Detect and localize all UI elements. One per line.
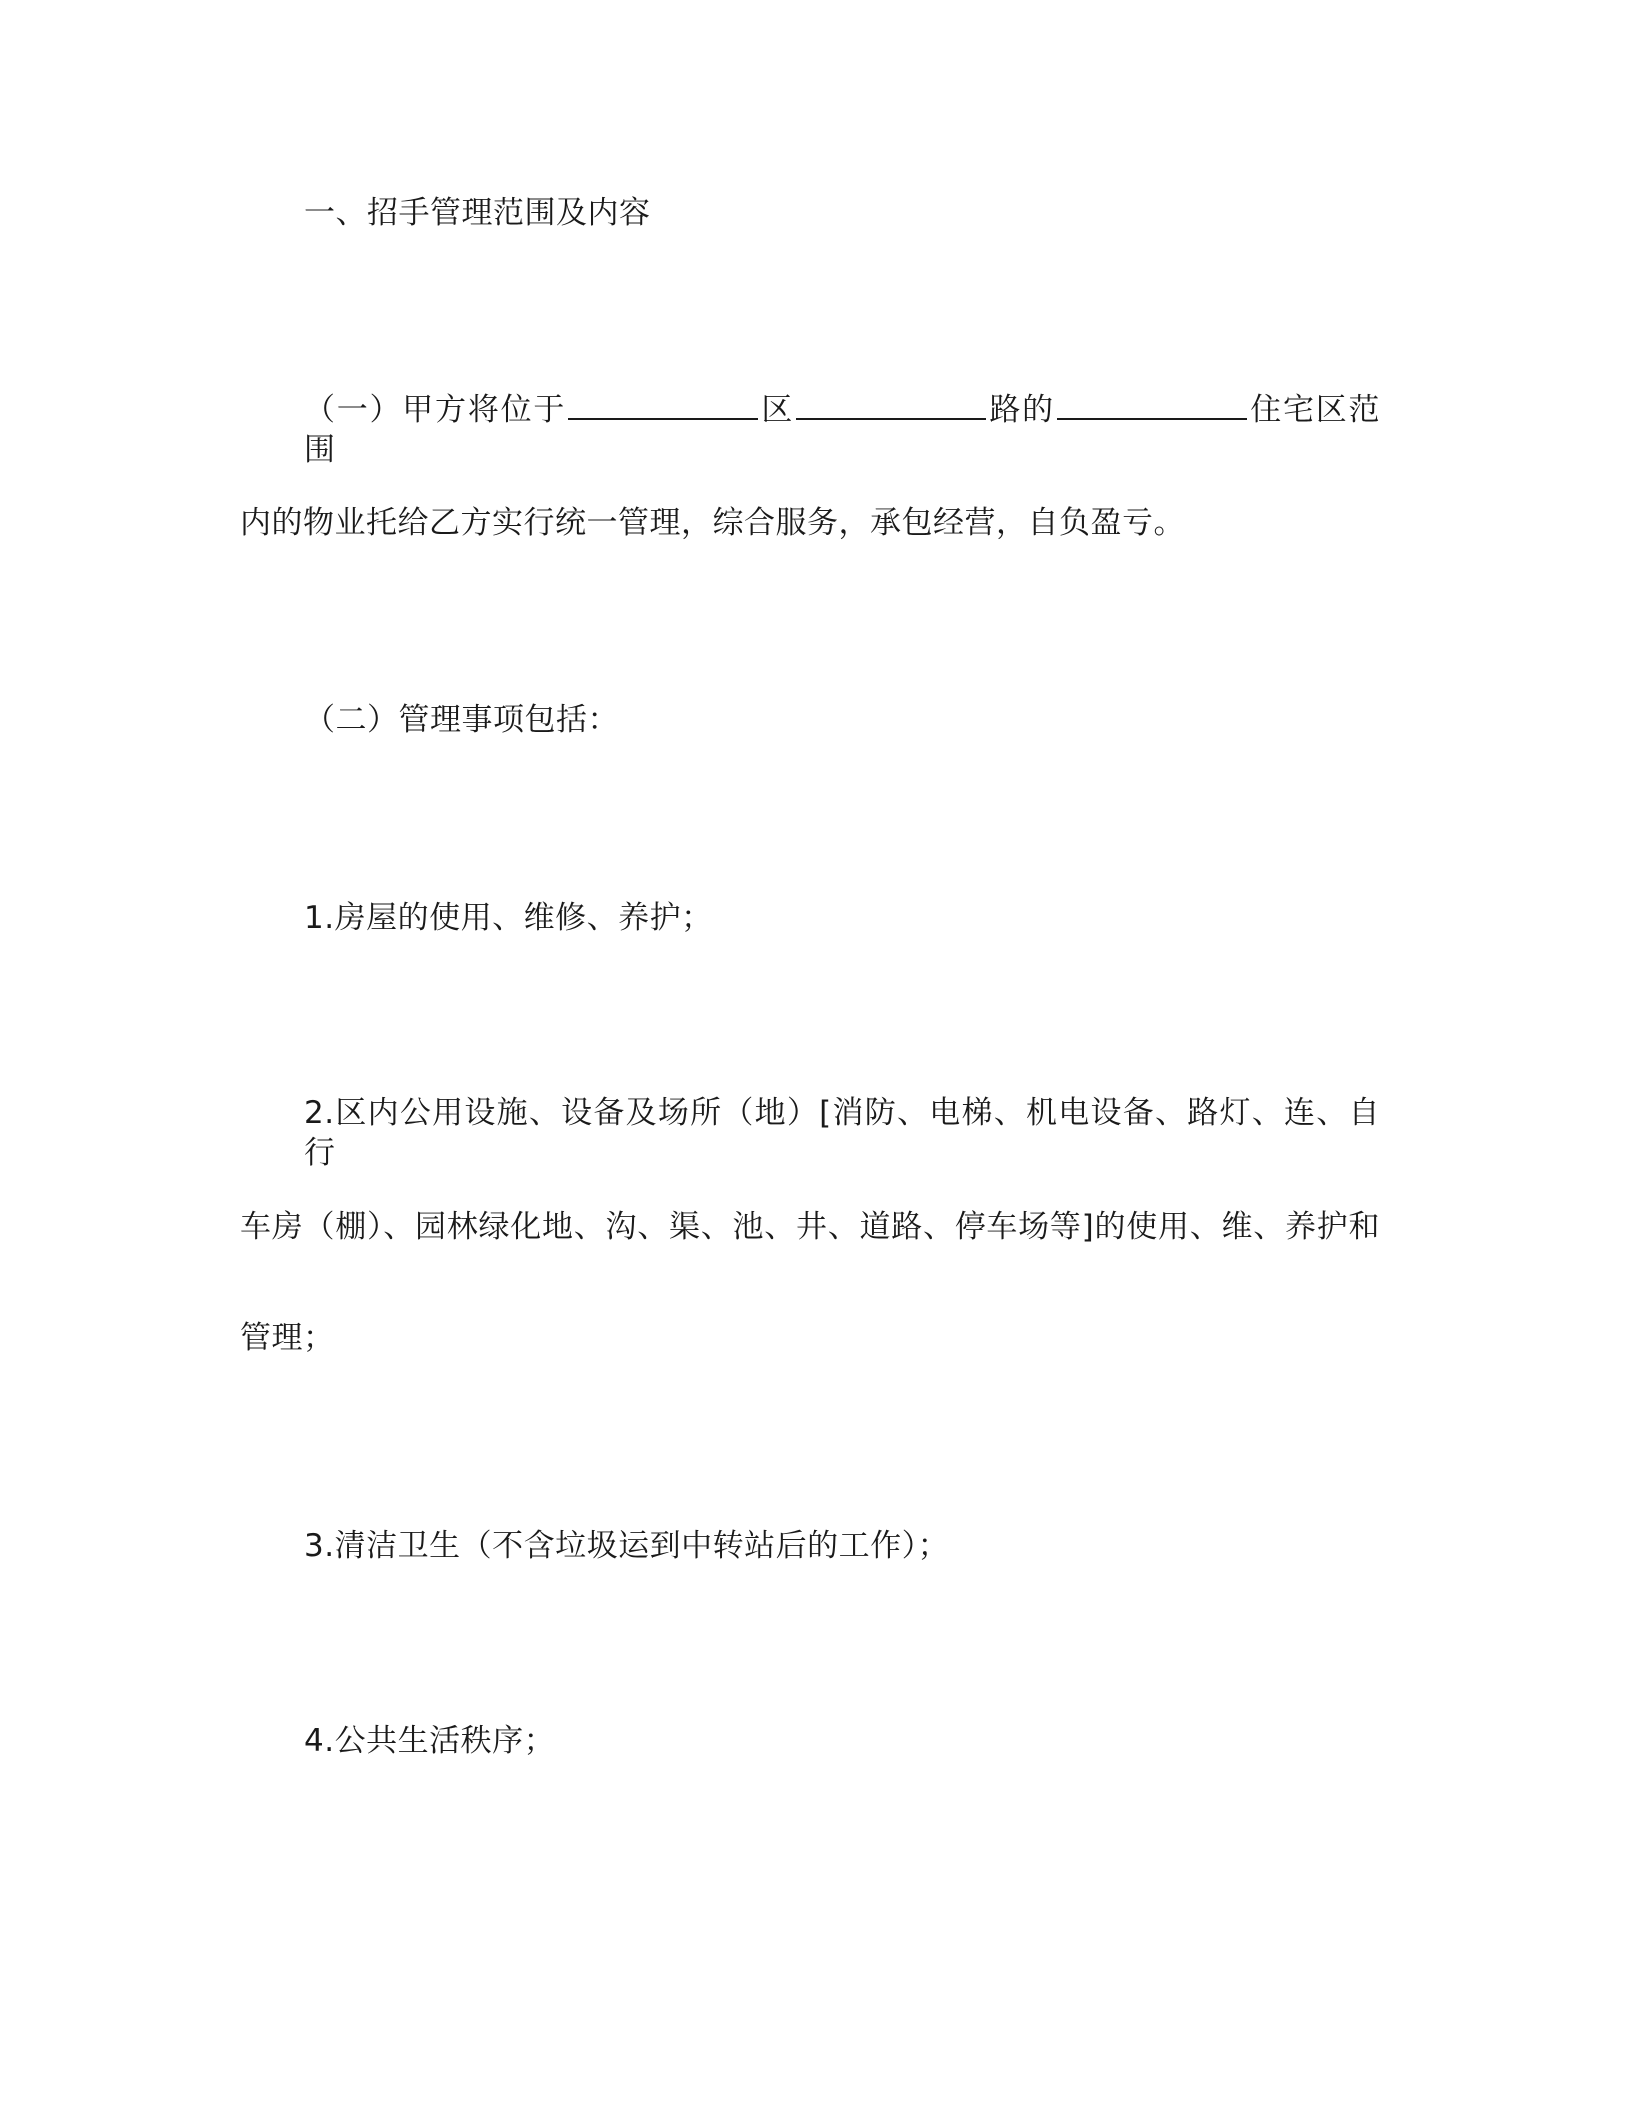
list-item-4: 4.公共生活秩序； [304, 1723, 556, 1759]
clause-1-tail: 住宅区范围 [304, 392, 1381, 468]
list-item-2-line-1: 2.区内公用设施、设备及场所（地）[消防、电梯、机电设备、路灯、连、自行 [304, 1095, 1380, 1171]
list-item-1: 1.房屋的使用、维修、养护； [304, 900, 713, 936]
clause-1-prefix: （一）甲方将位于 [304, 392, 567, 428]
district-label: 区 [760, 392, 795, 428]
list-item-3: 3.清洁卫生（不含垃圾运到中转站后的工作）； [304, 1528, 950, 1564]
list-item-2-line-3: 管理； [240, 1320, 335, 1356]
list-item-2-line-2: 车房（棚）、园林绿化地、沟、渠、池、井、道路、停车场等]的使用、维、养护和 [240, 1209, 1380, 1245]
road-label: 路的 [988, 392, 1055, 428]
clause-2-heading: （二）管理事项包括： [304, 702, 619, 738]
residential-area-blank[interactable] [1057, 388, 1247, 420]
district-blank[interactable] [568, 388, 758, 420]
clause-1-line-1 [304, 388, 1380, 470]
section-heading: 一、招手管理范围及内容 [304, 195, 651, 231]
road-blank[interactable] [796, 388, 986, 420]
clause-1-line-2: 内的物业托给乙方实行统一管理，综合服务，承包经营，自负盈亏。 [240, 505, 1185, 541]
